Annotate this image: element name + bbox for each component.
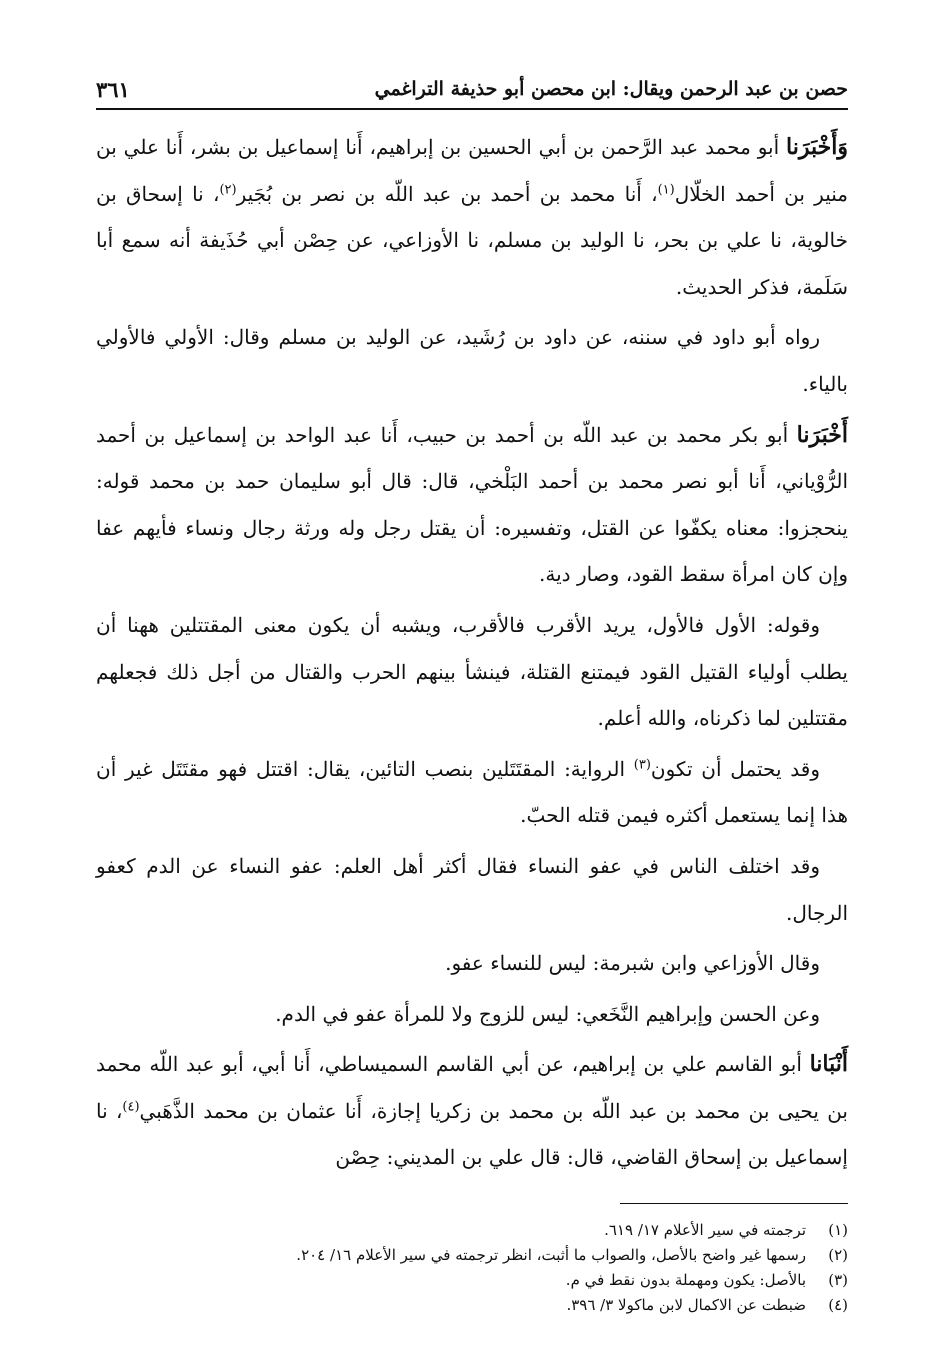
footnote-3 <box>96 1268 848 1293</box>
footnote-text: ترجمته في سير الأعلام ١٧/ ٦١٩. <box>604 1221 806 1239</box>
paragraph-3 <box>96 412 848 598</box>
footnote-2 <box>96 1243 848 1268</box>
footnote-number: (٤) <box>828 1296 848 1314</box>
paragraph-1 <box>96 124 848 310</box>
footnote-ref-3[interactable]: (٣) <box>633 757 651 773</box>
footnote-number: (١) <box>828 1221 848 1239</box>
paragraph-5 <box>96 746 848 839</box>
text: ، نا إسحاق بن خالوية، نا علي بن بحر، نا الوليد بن مسلم، نا الأوزاعي، عن حِصْن أبي حُذَيفة أنه سمع أبا سَلَمة، فذكر الحديث. <box>96 181 848 299</box>
footnote-text: ضبطت عن الاكمال لابن ماكولا ٣/ ٣٩٦. <box>566 1296 806 1314</box>
page <box>96 60 849 1314</box>
paragraph-8: وعن الحسن وإبراهيم النَّخَعي: ليس للزوج ولا للمرأة عفو في الدم. <box>275 1001 820 1026</box>
paragraph-2: رواه أبو داود في سننه، عن داود بن رُشَيد، عن الوليد بن مسلم وقال: الأولي فالأولي بالياء. <box>96 325 848 396</box>
main-text <box>96 124 848 1185</box>
footnote-text: رسمها غير واضح بالأصل، والصواب ما أثبت، انظر ترجمته في سير الأعلام ١٦/ ٢٠٤. <box>296 1246 806 1264</box>
running-title: حصن بن عبد الرحمن ويقال: ابن محصن أبو حذيفة التراغمي <box>374 78 848 100</box>
paragraph-7: وقال الأوزاعي وابن شبرمة: ليس للنساء عفو. <box>445 951 820 976</box>
paragraph-9 <box>96 1041 848 1181</box>
text: ، نا إسماعيل بن إسحاق القاضي، قال: قال علي بن المديني: حِصْن <box>96 1098 848 1170</box>
footnote-number: (٣) <box>828 1271 848 1289</box>
page-number: ٣٦١ <box>96 76 130 102</box>
footnote-1 <box>96 1218 848 1243</box>
footnote-text: بالأصل: يكون ومهملة بدون نقط في م. <box>565 1271 806 1289</box>
text: ، أَنا محمد بن أحمد بن عبد اللّه بن نصر بن بُجَير <box>236 181 658 206</box>
keyword-anbana: أَنْبَانا <box>809 1051 848 1078</box>
footnote-4 <box>96 1293 848 1318</box>
paragraph-6: وقد اختلف الناس في عفو النساء فقال أكثر أهل العلم: عفو النساء عن الدم كعفو الرجال. <box>96 853 848 925</box>
footnote-ref-2[interactable]: (٢) <box>219 181 237 197</box>
text: وقد يحتمل أن تكون <box>650 756 820 781</box>
running-header <box>96 72 848 110</box>
keyword-akhbarana: وَأَخْبَرَنا <box>786 134 848 160</box>
footnote-number: (٢) <box>828 1246 848 1264</box>
text: الرواية: المقتَتَلين بنصب التائين، يقال: اقتتل فهو مقتَتَل غير أن هذا إنما يستعمل أكثره فيمن قتله الحبّ. <box>96 756 848 828</box>
footnote-ref-4[interactable]: (٤) <box>122 1099 140 1115</box>
footnote-ref-1[interactable]: (١) <box>657 181 675 197</box>
keyword-akhbarana: أَخْبَرَنا <box>796 421 848 448</box>
text: أبو بكر محمد بن عبد اللّه بن أحمد بن حبيب، أَنا عبد الواحد بن إسماعيل بن أحمد الرُّوْياني، أَنا أبو نصر محمد بن أحمد البَلْخي، قال: قال أبو سليمان حمد بن محمد قوله: ينحجزوا: معناه يكفّوا عن القتل، وتفسيره: أن يقتل رجل وله ورثة رجال ونساء فأيهم عفا وإن كان امرأة سقط القود، وصار دية. <box>96 422 848 587</box>
text: أبو محمد عبد الرَّحمن بن أبي الحسين بن إبراهيم، أَنا إسماعيل بن بشر، أَنا علي بن منير بن أحمد الخلّال <box>96 135 849 206</box>
footnote-separator <box>620 1203 848 1204</box>
paragraph-4: وقوله: الأول فالأول، يريد الأقرب فالأقرب، ويشبه أن يكون معنى المقتتلين ههنا أن يطلب أولياء القتيل القود فيمتنع القتلة، فينشأ بينهم الحرب والقتال من أجل ذلك فجعلهم مقتتلين لما ذكرناه، والله أعلم. <box>96 612 848 731</box>
footnotes <box>96 1218 848 1318</box>
text: أبو القاسم علي بن إبراهيم، عن أبي القاسم السميساطي، أَنا أبي، أبو عبد اللّه محمد بن يحيى بن محمد بن عبد اللّه بن محمد بن زكريا إجازة، أَنا عثمان بن محمد الذَّهَبي <box>96 1052 848 1123</box>
